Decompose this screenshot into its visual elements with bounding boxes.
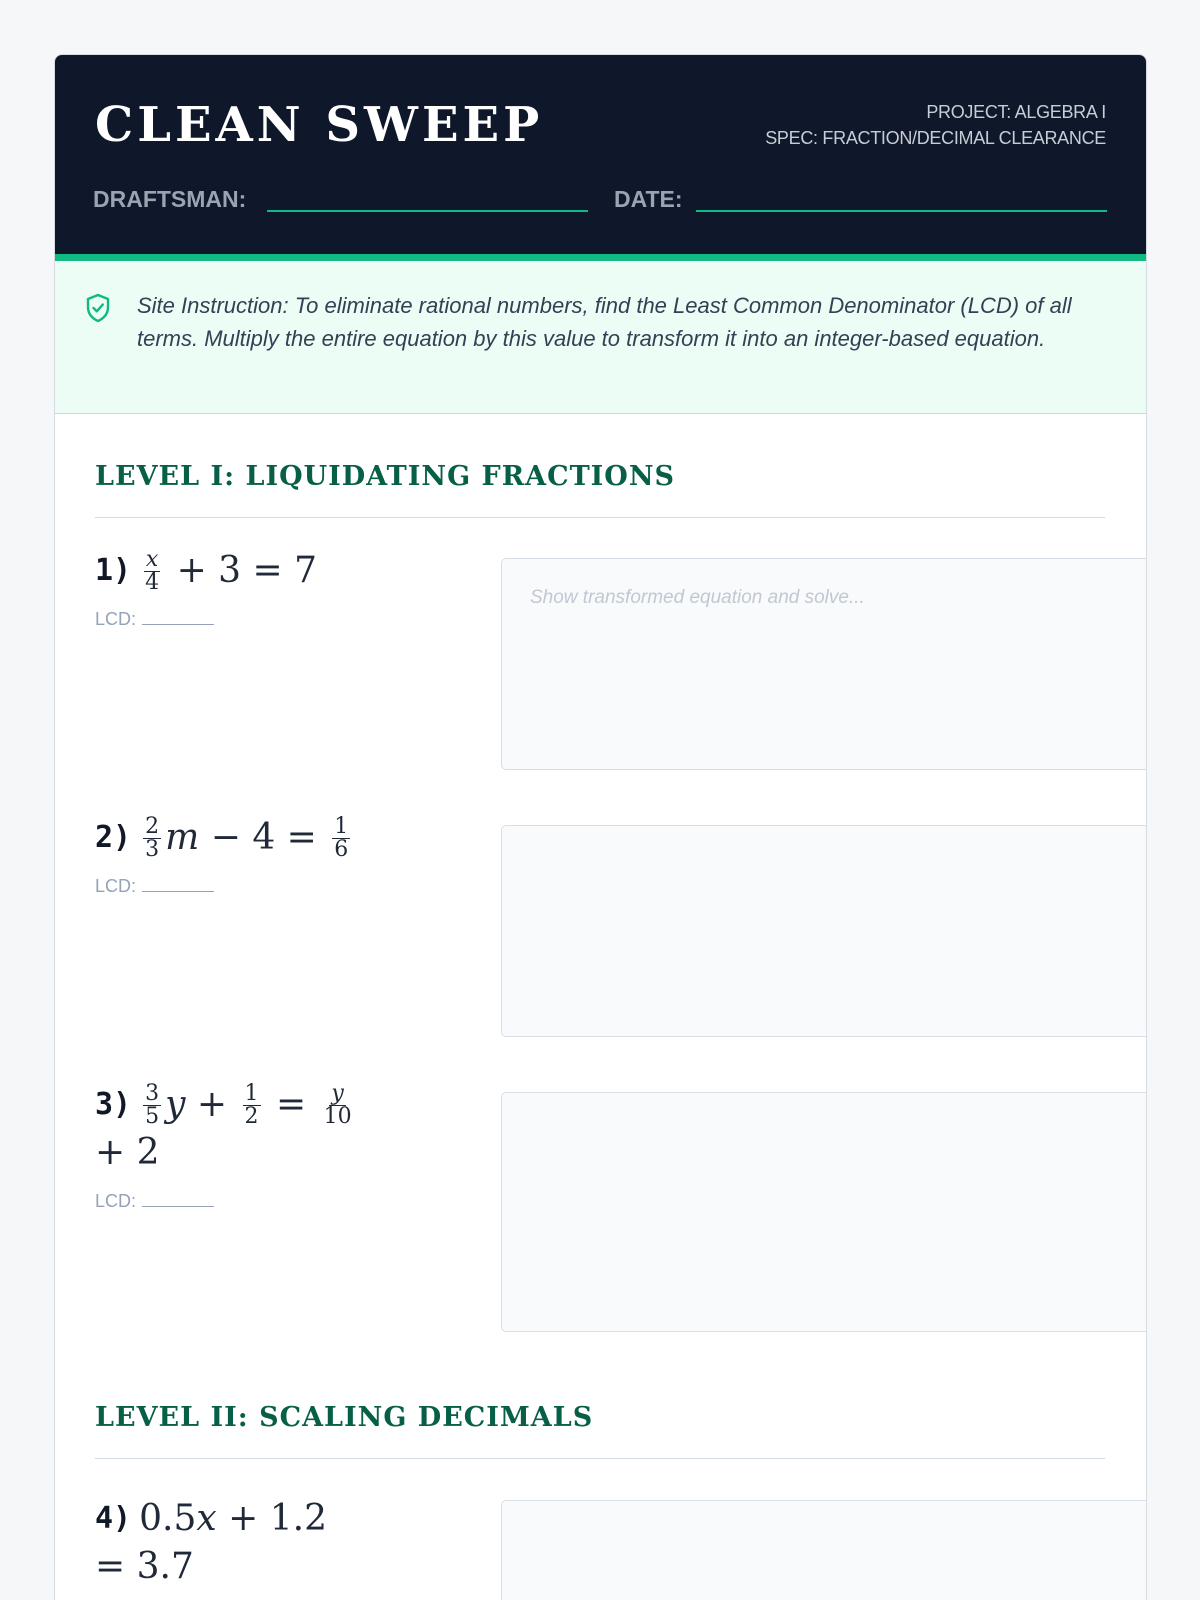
date-field[interactable] <box>696 210 1107 212</box>
header <box>55 55 1146 261</box>
problem-2 <box>95 814 395 897</box>
problem-4-equation: 4) 0.5x + 1.2 <box>95 1495 395 1543</box>
section-title-decimals: LEVEL II: SCALING DECIMALS <box>95 1402 594 1433</box>
workbox-4[interactable] <box>501 1500 1147 1600</box>
section-divider <box>95 517 1105 518</box>
workbox-3[interactable] <box>501 1092 1147 1332</box>
spec-label: SPEC: FRACTION/DECIMAL CLEARANCE <box>765 128 1106 148</box>
lcd-field[interactable]: LCD: <box>95 876 395 897</box>
workbox-1[interactable] <box>501 558 1147 770</box>
problem-number: 3) <box>95 1087 132 1122</box>
workbox-2[interactable] <box>501 825 1147 1037</box>
instruction-banner <box>55 261 1146 414</box>
problem-3-equation: 3) $\frac{3}{5}$ y + $\frac{1}{2}$ = $\frac{y}{10}$ <box>95 1080 352 1129</box>
problem-number: 2) <box>95 820 132 855</box>
date-label: DATE: <box>614 186 683 212</box>
project-meta <box>765 99 1106 151</box>
draftsman-label: DRAFTSMAN: <box>93 186 247 212</box>
workbox-placeholder: Show transformed equation and solve... <box>530 587 865 608</box>
worksheet-card <box>54 54 1147 1600</box>
section-title-fractions: LEVEL I: LIQUIDATING FRACTIONS <box>95 461 675 492</box>
draftsman-field[interactable] <box>267 210 588 212</box>
worksheet-title: CLEAN SWEEP <box>95 97 544 153</box>
project-label: PROJECT: ALGEBRA I <box>926 102 1106 122</box>
problem-1-equation: 1) $\frac{x}{4}$ + 3 = 7 <box>95 546 318 595</box>
problem-number: 4) <box>95 1501 132 1536</box>
problem-3: 3) $\frac{3}{5}$ y + $\frac{1}{2}$ = $\frac{y}{10}$ + 2 LCD: <box>95 1081 395 1212</box>
lcd-field[interactable]: LCD: <box>95 1191 395 1212</box>
section-divider <box>95 1458 1105 1459</box>
header-accent-bar <box>55 254 1146 261</box>
problem-2-equation: 2) $\frac{2}{3}$ m − 4 = $\frac{1}{6}$ <box>95 813 349 862</box>
lcd-field[interactable]: LCD: <box>95 609 395 630</box>
shield-check-icon <box>85 293 111 323</box>
problem-1 <box>95 547 395 630</box>
instruction-text: Site Instruction: To eliminate rational numbers, find the Least Common Denominator (LCD) of all terms. Multiply the entire equation by this value to transform it into an integer-based equation. <box>137 293 1072 351</box>
problem-number: 1) <box>95 553 132 588</box>
problem-4: 4) 0.5x + 1.2 = 3.7 <box>95 1495 395 1591</box>
